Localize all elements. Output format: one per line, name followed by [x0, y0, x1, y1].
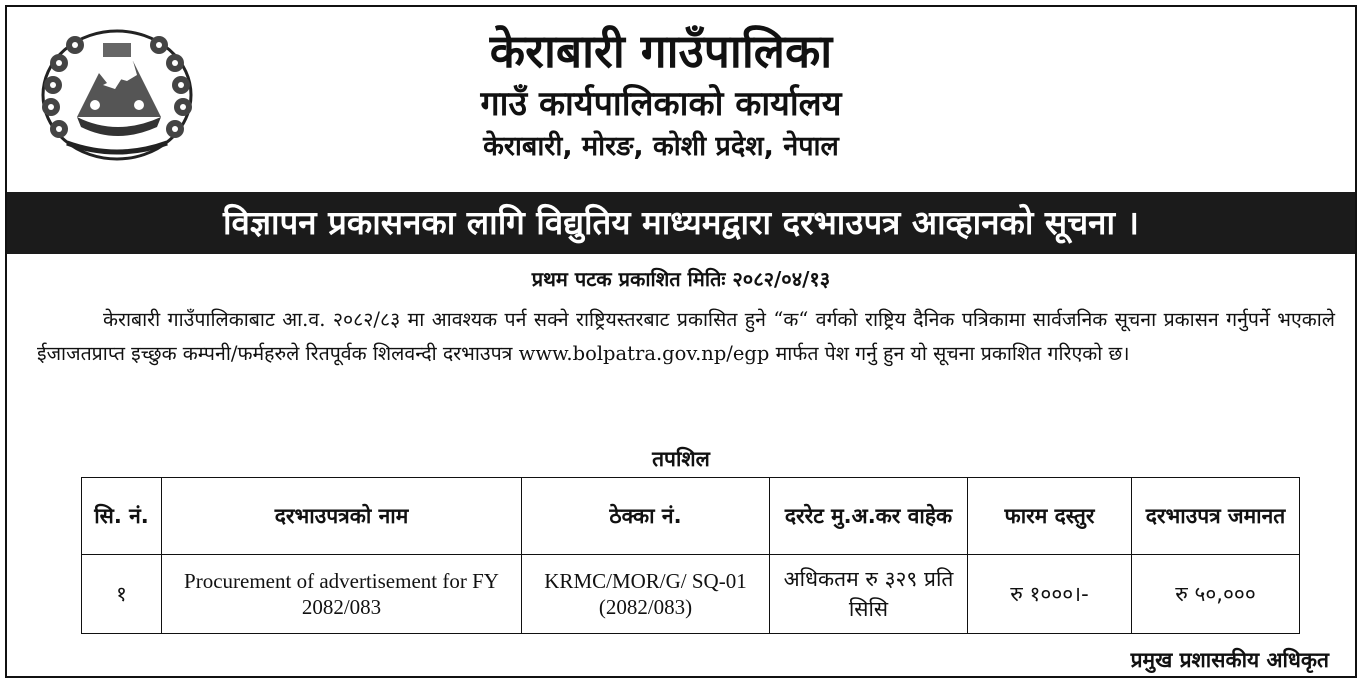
office-name: गाउँ कार्यपालिकाको कार्यालय: [480, 84, 842, 124]
cell-bid-security: रु ५०,०००: [1132, 555, 1300, 634]
schedule-title: तपशिल: [652, 447, 710, 471]
header: [7, 21, 1355, 167]
notice-body: [37, 303, 1335, 371]
schedule-table: [81, 477, 1300, 634]
notice-banner: विज्ञापन प्रकासनका लागि विद्युतिय माध्यमद्वारा दरभाउपत्र आव्हानको सूचना ।: [7, 192, 1355, 254]
table-row: [82, 555, 1300, 634]
header-rate: दररेट मु.अ.कर वाहेक: [770, 478, 968, 555]
header-bid-name: दरभाउपत्रको नाम: [162, 478, 522, 555]
table-header-row: [82, 478, 1300, 555]
org-name: केराबारी गाउँपालिका: [489, 24, 833, 78]
header-contract-no: ठेक्का नं.: [522, 478, 770, 555]
cell-rate: अधिकतम रु ३२९ प्रति सिसि: [770, 555, 968, 634]
address: केराबारी, मोरङ, कोशी प्रदेश, नेपाल: [483, 131, 839, 162]
header-form-fee: फारम दस्तुर: [968, 478, 1132, 555]
signature-title: प्रमुख प्रशासकीय अधिकृत: [1130, 648, 1329, 672]
header-bid-security: दरभाउपत्र जमानत: [1132, 478, 1300, 555]
notice-paragraph: केराबारी गाउँपालिकाबाट आ.व. २०८२/८३ मा आवश्यक पर्न सक्ने राष्ट्रियस्तरबाट प्रकासित हुने “क“ वर्गको राष्ट्रिय दैनिक पत्रिकामा सार्वजनिक सूचना प्रकासन गर्नुपर्ने भएकाले ईजाजतप्राप्त इच्छुक कम्पनी/फर्महरुले रितपूर्वक शिलवन्दी दरभाउपत्र www.bolpatra.gov.np/egp मार्फत पेश गर्नु हुन यो सूचना प्रकाशित गरिएको छ।: [37, 308, 1335, 365]
publication-date: प्रथम पटक प्रकाशित मितिः २०८२/०४/१३: [531, 267, 831, 291]
cell-serial: १: [82, 555, 162, 634]
cell-contract-no: KRMC/MOR/G/ SQ-01 (2082/083): [522, 555, 770, 634]
notice: [5, 5, 1357, 678]
header-serial: सि. नं.: [82, 478, 162, 555]
cell-bid-name: Procurement of advertisement for FY 2082/083: [162, 555, 522, 634]
cell-form-fee: रु १०००।-: [968, 555, 1132, 634]
